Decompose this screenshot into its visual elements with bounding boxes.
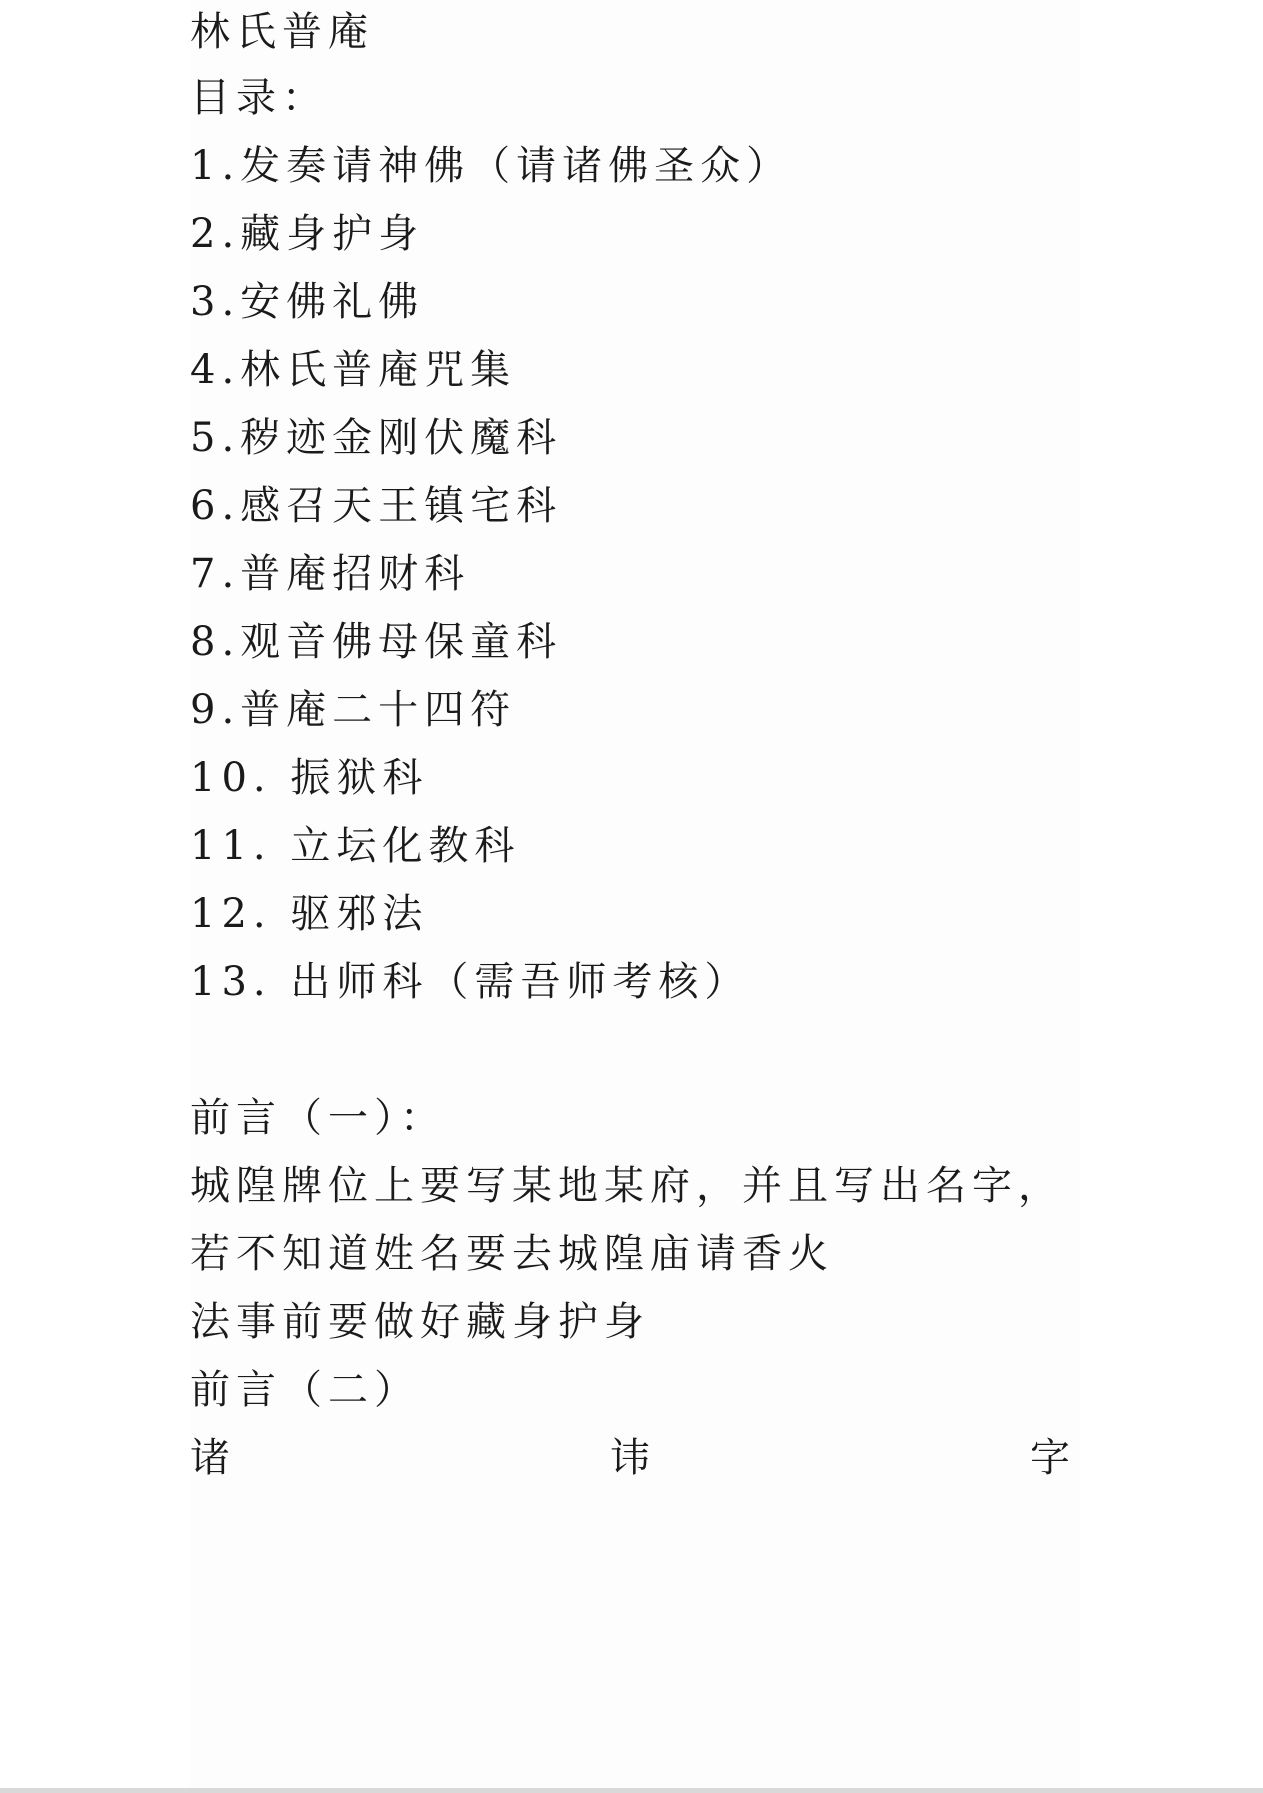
toc-item: 11. 立坛化教科 <box>190 823 521 869</box>
toc-item: 4.林氏普庵咒集 <box>190 347 517 393</box>
document-title: 林氏普庵 <box>190 9 374 55</box>
preface-1-line: 法事前要做好藏身护身 <box>190 1299 650 1345</box>
preface-1-line: 若不知道姓名要去城隍庙请香火 <box>190 1231 834 1277</box>
toc-item: 10. 振狱科 <box>190 755 429 801</box>
toc-item: 6.感召天王镇宅科 <box>190 483 563 529</box>
toc-item: 8.观音佛母保童科 <box>190 619 563 665</box>
preface-2-line <box>190 1434 1070 1482</box>
toc-item: 2.藏身护身 <box>190 211 425 257</box>
preface-2-heading: 前言（二） <box>190 1367 420 1413</box>
toc-item: 12. 驱邪法 <box>190 891 429 937</box>
preface-2-char: 字 <box>1030 1435 1070 1481</box>
page-bottom-border <box>0 1788 1263 1793</box>
text-column <box>190 0 1080 1793</box>
preface-2-char: 讳 <box>610 1435 650 1481</box>
toc-item: 1.发奏请神佛（请诸佛圣众） <box>190 143 793 189</box>
toc-item: 3.安佛礼佛 <box>190 279 425 325</box>
toc-item: 9.普庵二十四符 <box>190 687 517 733</box>
preface-1-line: 城隍牌位上要写某地某府，并且写出名字， <box>190 1163 1064 1209</box>
toc-item: 5.秽迹金刚伏魔科 <box>190 415 563 461</box>
toc-item: 7.普庵招财科 <box>190 551 471 597</box>
toc-heading: 目录： <box>190 75 328 121</box>
preface-2-char: 诸 <box>190 1435 230 1481</box>
preface-1-heading: 前言（一）： <box>190 1095 446 1141</box>
toc-item: 13. 出师科（需吾师考核） <box>190 959 751 1005</box>
